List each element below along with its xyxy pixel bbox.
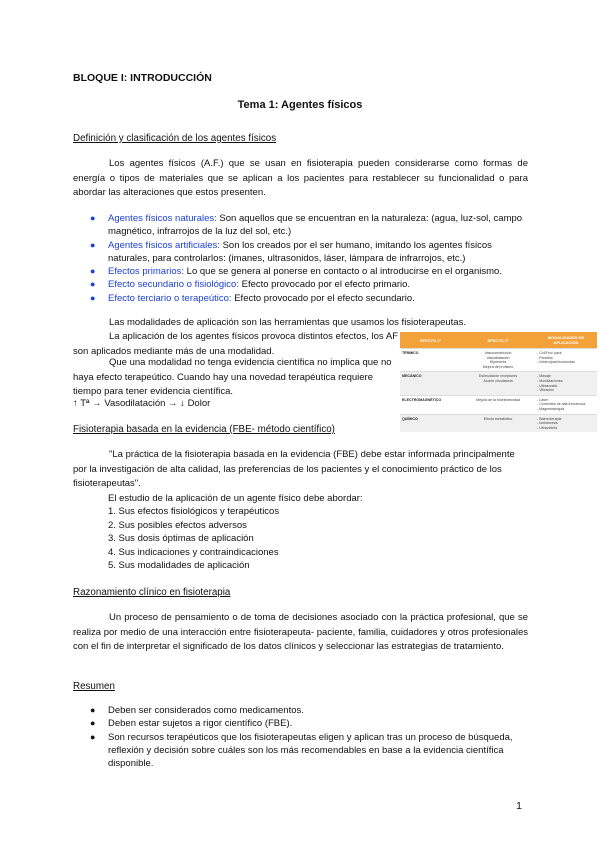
evidence-item: 3. Sus dosis óptimas de aplicación	[108, 533, 254, 544]
section-heading-definition: Definición y clasificación de los agentes físicos	[73, 133, 277, 144]
list-item: ● Efecto secundario o fisiológico: Efecto provocado por el efecto primario.	[90, 279, 411, 291]
table-cell: - Balneoterapia - Iontoforesis - Ultravioleta	[535, 414, 597, 432]
section-heading-reasoning: Razonamiento clínico en fisioterapia	[73, 587, 231, 598]
table-cell: Efecto metabólico	[461, 414, 535, 432]
table-row	[400, 414, 597, 432]
reasoning-paragraph: Un proceso de pensamiento o de toma de decisiones asociado con la práctica profesional, que se realiza por medio de una interacción entre fisioterapeuta- paciente, familia, cuidadores y otros profesionales con el fin de interpretar el significado de los datos clínicos y seleccionar las estrategias de tratamiento.	[73, 612, 528, 652]
application-paragraph: La aplicación de los agentes físicos provoca distintos efectos, los AF son aplicados mediante más de una modalidad.	[73, 331, 398, 357]
table-header: EFECTO 1º	[400, 332, 461, 349]
table-row	[400, 372, 597, 395]
evidence-item: 1. Sus efectos fisiológicos y terapéuticos	[108, 506, 280, 517]
table-cell: Mejora de la bioelectricidad	[461, 395, 535, 414]
table-header: MODALIDADES DE APLICACIÓN	[535, 332, 597, 349]
bullet-icon: ●	[90, 279, 96, 290]
table-row	[400, 395, 597, 414]
bullet-icon: ●	[90, 213, 96, 223]
intro-paragraph: Los agentes físicos (A.F.) que se usan en fisioterapia pueden considerarse como formas de energía o tipos de materiales que se aplican a los pacientes para restablecer su funcionalidad o para abordar las alteraciones que estos presenten.	[73, 158, 528, 198]
section-heading-summary: Resumen	[73, 681, 115, 692]
modalities-paragraph: Las modalidades de aplicación son las herramientas que usamos los fisioterapeutas.	[109, 317, 466, 328]
evidence-item: 5. Sus modalidades de aplicación	[108, 560, 250, 571]
table-cell: Estimulación receptores Acción circulatoria	[461, 372, 535, 395]
effects-table	[400, 332, 597, 432]
list-item: ● Deben estar sujetos a rigor científico (FBE).	[90, 718, 293, 730]
evidence-item: 2. Sus posibles efectos adversos	[108, 519, 247, 531]
table-cell: TÉRMICO	[400, 349, 461, 372]
evidence-quote: "La práctica de la fisioterapia basada en la evidencia (FBE) debe estar informada principalmente por la investigación de alta calidad, las preferencias de los pacientes y el conocimiento práctico de los fisioterapeutas".	[73, 449, 515, 489]
section-heading-evidence: Fisioterapia basada en la evidencia (FBE- método científico)	[73, 424, 335, 435]
evidence-paragraph: Que una modalidad no tenga evidencia científica no implica que no haya efecto terapeútico. Cuando hay una novedad terapéutica requiere tiempo para tener evidencia científica.	[73, 357, 392, 397]
bullet-icon: ●	[90, 731, 96, 742]
bullet-icon: ●	[90, 705, 96, 715]
table-cell: ELECTROMAGNÉTICO	[400, 395, 461, 414]
block-title: BLOQUE I: INTRODUCCIÓN	[73, 72, 212, 84]
evidence-item: 4. Sus indicaciones y contraindicaciones	[108, 546, 279, 558]
list-item: ● Son recursos terapéuticos que los fisioterapeutas eligen y aplican tras un proceso de búsqueda, reflexión y decisión sobre cuáles son los más recomendables en base a la evidencia científica disponible.	[90, 731, 513, 770]
table-cell: Vasoconstricción Vasodilatación Hiperemia Mejora del trofismo	[461, 349, 535, 372]
agent-types-list	[90, 212, 528, 305]
bullet-icon: ●	[90, 266, 96, 277]
table-cell: - Láser - Corrientes de alta frecuencia - Magnetoterapia	[535, 395, 597, 414]
bullet-icon: ●	[90, 718, 96, 729]
list-item: ● Deben ser considerados como medicamentos.	[90, 705, 304, 716]
table-cell: MECÁNICO	[400, 372, 461, 395]
formula-line: ↑ Tª → Vasodilatación → ↓ Dolor	[73, 398, 211, 409]
page-number: 1	[516, 800, 522, 812]
list-item: ● Efectos primarios: Lo que se genera al ponerse en contacto o al introducirse en el organismo.	[90, 266, 502, 278]
evidence-lead: El estudio de la aplicación de un agente físico debe abordar:	[108, 493, 363, 504]
list-item: ● Agentes físicos naturales: Son aquellos que se encuentran en la naturaleza: (agua, luz-sol, campo magnético, infrarrojos de la luz del sol, etc.)	[90, 213, 523, 238]
summary-list	[90, 704, 528, 770]
list-item: ● Efecto terciario o terapeútico: Efecto provocado por el efecto secundario.	[90, 292, 415, 304]
topic-title: Tema 1: Agentes físicos	[237, 99, 363, 111]
table-header: EFECTO 2º	[461, 332, 535, 349]
table-cell: QUÍMICO	[400, 414, 461, 432]
table-row	[400, 349, 597, 372]
bullet-icon: ●	[90, 292, 96, 303]
table-cell: - Col/Frío/ pack - Parafina - Infrarrojos/microondas	[535, 349, 597, 372]
list-item: ● Agentes físicos artificiales: Son los creados por el ser humano, imitando los agentes físicos naturales, para controlarlos: (imanes, ultrasonidos, láser, lámpara de infrarrojos, etc.)	[90, 239, 492, 264]
table-cell: - Masaje - Movilizaciones - Ultrasonido - Vibración	[535, 372, 597, 395]
bullet-icon: ●	[90, 239, 96, 250]
